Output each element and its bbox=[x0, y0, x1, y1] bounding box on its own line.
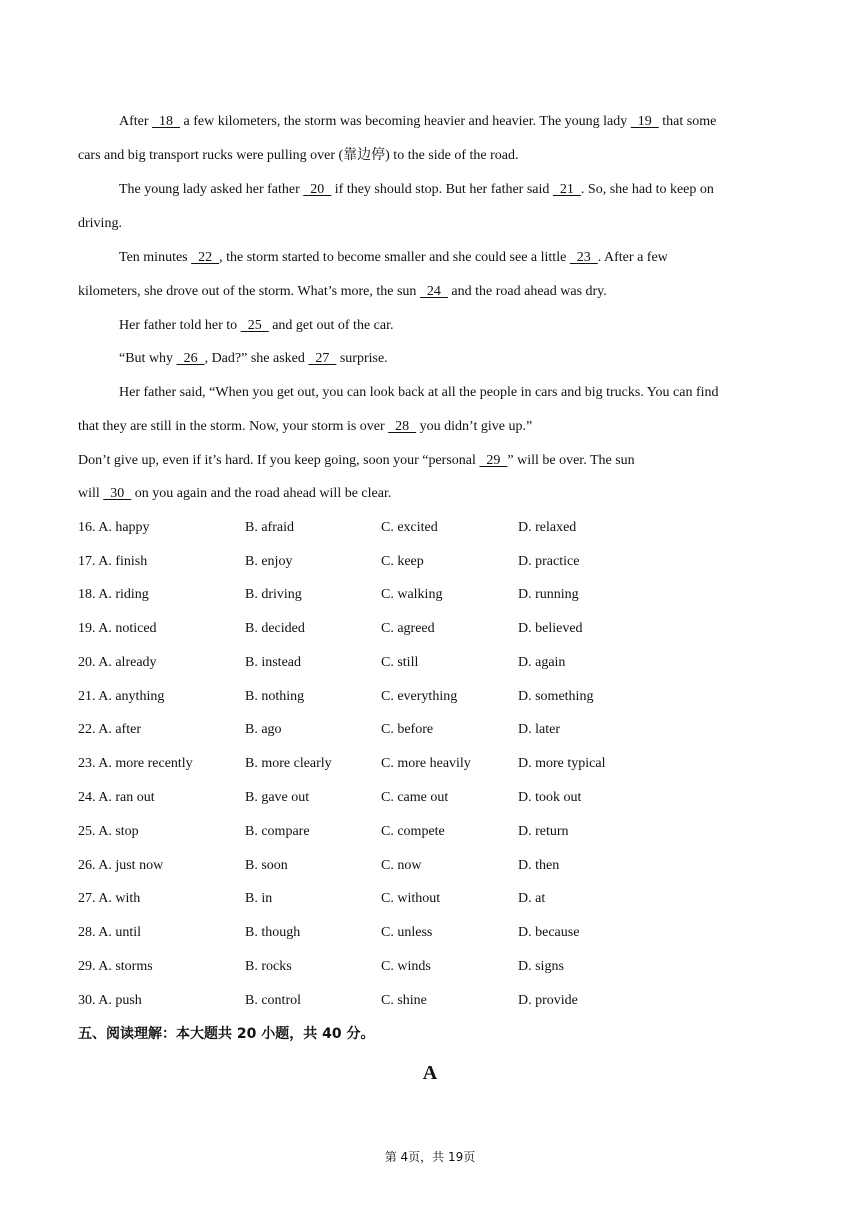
option-b: B. instead bbox=[245, 655, 301, 670]
question-options bbox=[78, 856, 778, 876]
option-d: D. provide bbox=[518, 993, 578, 1008]
option-c: C. without bbox=[381, 891, 441, 906]
option-c: C. agreed bbox=[381, 621, 435, 636]
option-d: D. running bbox=[518, 587, 579, 602]
option-c: C. compete bbox=[381, 824, 445, 839]
blank-19: 19 bbox=[630, 114, 659, 129]
option-b: B. compare bbox=[245, 824, 310, 839]
text: After bbox=[119, 114, 153, 129]
question-options bbox=[78, 991, 778, 1011]
option-c: C. walking bbox=[381, 587, 443, 602]
option-c: C. shine bbox=[381, 993, 427, 1008]
section-heading bbox=[78, 1024, 374, 1044]
passage-line bbox=[119, 248, 829, 268]
option-a: 21. A. anything bbox=[78, 689, 165, 704]
question-options bbox=[78, 957, 778, 977]
text: ” will be over. The sun bbox=[507, 453, 635, 468]
option-b: B. driving bbox=[245, 587, 302, 602]
option-b: B. ago bbox=[245, 722, 282, 737]
passage-line bbox=[119, 316, 829, 336]
option-b: B. more clearly bbox=[245, 756, 332, 771]
blank-27: 27 bbox=[308, 351, 337, 366]
option-b: B. though bbox=[245, 925, 301, 940]
text: you didn’t give up.” bbox=[416, 419, 533, 434]
text: The young lady asked her father bbox=[119, 182, 304, 197]
option-a: 16. A. happy bbox=[78, 520, 150, 535]
text: , Dad?” she asked bbox=[204, 351, 309, 366]
option-b: B. gave out bbox=[245, 790, 310, 805]
blank-21: 21 bbox=[552, 182, 581, 197]
text: Her father told her to bbox=[119, 318, 241, 333]
option-a: 30. A. push bbox=[78, 993, 142, 1008]
text: kilometers, she drove out of the storm. What’s more, the sun bbox=[78, 284, 420, 299]
blank-20: 20 bbox=[303, 182, 332, 197]
text: Don’t give up, even if it’s hard. If you keep going, soon your “personal bbox=[78, 453, 480, 468]
question-options bbox=[78, 720, 778, 740]
text: cars and big transport rucks were pulling over (靠边停) to the side of the road. bbox=[78, 148, 519, 163]
text: surprise. bbox=[336, 351, 388, 366]
passage-line bbox=[78, 417, 788, 437]
option-c: C. winds bbox=[381, 959, 431, 974]
text: . After a few bbox=[597, 250, 668, 265]
option-d: D. then bbox=[518, 858, 560, 873]
question-count: 20 bbox=[236, 1026, 257, 1042]
option-b: B. nothing bbox=[245, 689, 305, 704]
text: if they should stop. But her father said bbox=[331, 182, 553, 197]
text: , the storm started to become smaller and she could see a little bbox=[219, 250, 570, 265]
question-options bbox=[78, 923, 778, 943]
option-b: B. afraid bbox=[245, 520, 294, 535]
option-c: C. everything bbox=[381, 689, 458, 704]
option-b: B. decided bbox=[245, 621, 305, 636]
option-d: D. practice bbox=[518, 554, 580, 569]
option-c: C. excited bbox=[381, 520, 438, 535]
option-b: B. control bbox=[245, 993, 301, 1008]
option-b: B. rocks bbox=[245, 959, 292, 974]
option-a: 28. A. until bbox=[78, 925, 142, 940]
blank-30: 30 bbox=[103, 486, 132, 501]
blank-26: 26 bbox=[176, 351, 205, 366]
option-a: 23. A. more recently bbox=[78, 756, 193, 771]
option-d: D. believed bbox=[518, 621, 583, 636]
option-d: D. because bbox=[518, 925, 580, 940]
passage-line bbox=[119, 112, 829, 132]
question-options bbox=[78, 518, 778, 538]
text: and get out of the car. bbox=[268, 318, 394, 333]
blank-24: 24 bbox=[419, 284, 448, 299]
text: a few kilometers, the storm was becoming heavier and heavier. The young lady bbox=[180, 114, 631, 129]
option-c: C. before bbox=[381, 722, 434, 737]
option-d: D. took out bbox=[518, 790, 582, 805]
blank-22: 22 bbox=[191, 250, 220, 265]
option-c: C. more heavily bbox=[381, 756, 471, 771]
question-options bbox=[78, 653, 778, 673]
question-options bbox=[78, 788, 778, 808]
passage-line bbox=[119, 383, 829, 403]
option-c: C. unless bbox=[381, 925, 433, 940]
option-d: D. at bbox=[518, 891, 546, 906]
question-options bbox=[78, 754, 778, 774]
text: on you again and the road ahead will be clear. bbox=[131, 486, 392, 501]
option-a: 20. A. already bbox=[78, 655, 157, 670]
option-b: B. in bbox=[245, 891, 273, 906]
question-options bbox=[78, 552, 778, 572]
passage-line bbox=[119, 180, 829, 200]
section-heading-text: 五、阅读理解：本大题共 bbox=[78, 1026, 237, 1042]
part-label: A bbox=[422, 1062, 438, 1084]
option-c: C. now bbox=[381, 858, 422, 873]
section-heading-text: 分。 bbox=[341, 1026, 375, 1042]
option-d: D. relaxed bbox=[518, 520, 577, 535]
blank-18: 18 bbox=[152, 114, 181, 129]
option-d: D. more typical bbox=[518, 756, 606, 771]
option-a: 25. A. stop bbox=[78, 824, 139, 839]
text: will bbox=[78, 486, 104, 501]
option-b: B. enjoy bbox=[245, 554, 293, 569]
text: that some bbox=[658, 114, 717, 129]
page-footer: 第 4页，共 19页 bbox=[384, 1150, 476, 1164]
option-c: C. came out bbox=[381, 790, 449, 805]
option-a: 19. A. noticed bbox=[78, 621, 157, 636]
option-a: 18. A. riding bbox=[78, 587, 149, 602]
text: “But why bbox=[119, 351, 177, 366]
blank-28: 28 bbox=[388, 419, 417, 434]
option-a: 22. A. after bbox=[78, 722, 141, 737]
passage-line bbox=[78, 282, 788, 302]
option-d: D. again bbox=[518, 655, 566, 670]
passage-line bbox=[119, 349, 829, 369]
option-d: D. later bbox=[518, 722, 560, 737]
text: that they are still in the storm. Now, your storm is over bbox=[78, 419, 389, 434]
passage-line bbox=[78, 484, 788, 504]
passage-line bbox=[78, 214, 788, 234]
question-options bbox=[78, 585, 778, 605]
option-b: B. soon bbox=[245, 858, 288, 873]
text: and the road ahead was dry. bbox=[447, 284, 607, 299]
option-d: D. return bbox=[518, 824, 569, 839]
option-d: D. something bbox=[518, 689, 594, 704]
blank-23: 23 bbox=[569, 250, 598, 265]
text: Her father said, “When you get out, you can look back at all the people in cars and big trucks. You can find bbox=[119, 385, 719, 400]
option-a: 24. A. ran out bbox=[78, 790, 155, 805]
blank-25: 25 bbox=[240, 318, 269, 333]
question-options bbox=[78, 889, 778, 909]
text: Ten minutes bbox=[119, 250, 192, 265]
text: driving. bbox=[78, 216, 122, 231]
question-options bbox=[78, 687, 778, 707]
question-options bbox=[78, 822, 778, 842]
option-a: 26. A. just now bbox=[78, 858, 164, 873]
passage-line bbox=[78, 451, 788, 471]
option-a: 17. A. finish bbox=[78, 554, 148, 569]
text: . So, she had to keep on bbox=[580, 182, 714, 197]
question-options bbox=[78, 619, 778, 639]
option-c: C. keep bbox=[381, 554, 424, 569]
score-total: 40 bbox=[322, 1026, 342, 1042]
option-a: 27. A. with bbox=[78, 891, 141, 906]
option-a: 29. A. storms bbox=[78, 959, 153, 974]
blank-29: 29 bbox=[479, 453, 508, 468]
option-c: C. still bbox=[381, 655, 419, 670]
option-d: D. signs bbox=[518, 959, 564, 974]
passage-line bbox=[78, 146, 788, 166]
section-heading-text: 小题，共 bbox=[256, 1026, 323, 1042]
